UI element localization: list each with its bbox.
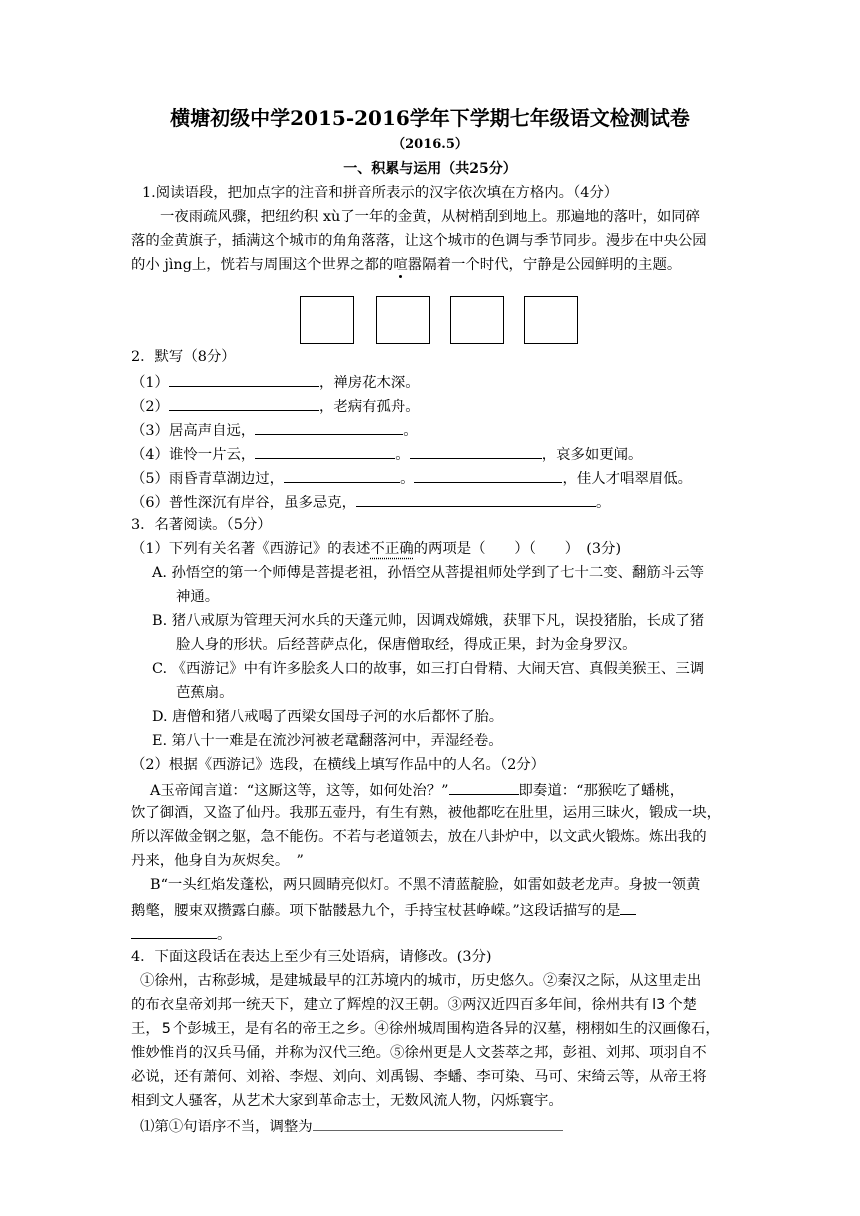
q2-stem: 2．默写（8分）	[131, 349, 236, 365]
passage-b-line	[131, 902, 636, 918]
item-text: 。	[403, 423, 418, 439]
q4-text: 的布衣皇帝刘邦一统天下，建立了辉煌的汉王朝。③两汉近四百多年间，徐州共有	[131, 997, 650, 1013]
option-c: C. 《西游记》中有许多脍炙人口的故事，如三打白骨精、大闹天宫、真假美猴王、三调	[152, 661, 705, 677]
q4-number: 5	[161, 1021, 171, 1037]
q1-passage-line	[131, 258, 681, 272]
item-text: ，禅房花木深。	[318, 375, 420, 391]
fill-blank[interactable]	[449, 782, 519, 795]
q4-number: l3	[652, 997, 666, 1013]
q3-text: 即奏道：“那猴吃了蟠桃，	[518, 783, 685, 799]
item-text: 普性深沉有岸谷，虽多忌克，	[168, 495, 357, 511]
q4-text: 王，	[131, 1021, 160, 1037]
q2-item	[131, 398, 420, 414]
option-d: D. 唐僧和猪八戒喝了西梁女国母子河的水后都怀了胎。	[152, 709, 504, 725]
fill-blank[interactable]	[313, 1118, 563, 1131]
q3-text: 鹅氅，腰束双攒露白藤。项下骷髅悬九个，手持宝杖甚峥嵘。”这段话描写的是	[131, 903, 621, 919]
q1-stem: 1.阅读语段，把加点字的注音和拼音所表示的汉字依次填在方格内。（4分）	[142, 185, 619, 201]
item-text: ，哀多如更闻。	[541, 447, 643, 463]
exam-date: （2016.5）	[392, 137, 468, 152]
fill-blank[interactable]	[131, 926, 217, 939]
q3-stem: 3．名著阅读。（5分）	[131, 517, 272, 533]
option-e: E. 第八十一难是在流沙河被老鼋翻落河中，弄湿经卷。	[152, 733, 503, 749]
option-a: A. 孙悟空的第一个师傅是菩提老祖，孙悟空从菩提祖师处学到了七十二变、翻筋斗云等	[152, 565, 704, 581]
option-c-cont: 芭蕉扇。	[176, 685, 234, 701]
fill-blank[interactable]	[169, 398, 319, 411]
dotted-emphasis: 不正确	[370, 541, 414, 557]
q1-passage-line: 一夜雨疏风骤，把纽约积 xù了一年的金黄，从树梢刮到地上。那遍地的落叶，如同碎	[160, 209, 701, 225]
q4-passage-line	[131, 998, 697, 1012]
passage-a-line: 饮了御酒，又盗了仙丹。我那五壶丹，有生有熟，被他都吃在肚里，运用三昧火，锻成一块，	[131, 805, 722, 821]
q4-passage-line: 惟妙惟肖的汉兵马俑，并称为汉代三绝。⑤徐州更是人文荟萃之邦，彭祖、刘邦、项羽自不	[131, 1045, 707, 1061]
q1-text: 隔着一个时代，宁静是公园鲜明的主题。	[422, 257, 682, 273]
item-number: （6）	[131, 495, 169, 511]
q2-item	[131, 446, 642, 462]
fill-blank[interactable]	[169, 374, 319, 387]
q4-passage-line: ①徐州，古称彭城，是建城最早的江苏境内的城市，历史悠久。②秦汉之际，从这里走出	[140, 973, 702, 989]
item-number: （4）	[131, 447, 169, 463]
q4-stem: 4．下面这段话在表达上至少有三处语病，请修改。(3分)	[131, 949, 492, 965]
q4-sub1	[140, 1118, 563, 1134]
item-text: 。	[400, 471, 415, 487]
item-number: （2）	[131, 399, 169, 415]
q3-sub1	[131, 542, 621, 556]
q2-item	[131, 374, 420, 390]
q3-sub2: （2）根据《西游记》选段，在横线上填写作品中的人名。（2分）	[131, 757, 546, 773]
passage-b-line	[131, 926, 231, 942]
dotted-char: 喧	[393, 257, 408, 273]
q4-passage-line	[131, 1022, 720, 1036]
item-text: 居高声自远，	[168, 423, 256, 439]
item-text: ，老病有孤舟。	[318, 399, 420, 415]
answer-box[interactable]	[376, 296, 430, 344]
q1-text: 的小 jìng上，恍若与周围这个世界之都的	[131, 257, 394, 273]
fill-blank[interactable]	[620, 902, 636, 915]
q1-passage-line: 落的金黄旗子，插满这个城市的角角落落，让这个城市的色调与季节同步。漫步在中央公园	[131, 233, 707, 249]
q3-text: 。	[217, 927, 232, 943]
item-number: （5）	[131, 471, 169, 487]
option-a-cont: 神通。	[176, 589, 220, 605]
fill-blank[interactable]	[414, 470, 562, 483]
passage-a-line: 所以浑做金钢之躯，急不能伤。不若与老道领去，放在八卦炉中，以文武火锻炼。炼出我的	[131, 829, 707, 845]
q3-text: A玉帝闻言道：“这厮这等，这等，如何处治？”	[150, 783, 449, 799]
passage-a-line	[150, 782, 684, 798]
passage-b-line: B“一头红焰发蓬松，两只圆睛亮似灯。不黑不清蓝靛脸，如雷如鼓老龙声。身披一领黄	[150, 877, 701, 893]
item-number: （1）	[131, 375, 169, 391]
fill-blank[interactable]	[356, 494, 596, 507]
q2-item	[131, 422, 418, 438]
q1-text: 嚣	[407, 257, 423, 273]
q4-text: 个彭城王，是有名的帝王之乡。④徐州城周围构造各异的汉墓，栩栩如生的汉画像石，	[172, 1021, 720, 1037]
fill-blank[interactable]	[284, 470, 400, 483]
section-heading: 一、积累与运用（共25分）	[343, 161, 517, 177]
answer-box[interactable]	[300, 296, 354, 344]
q3-text: （1）下列有关名著《西游记》的表述	[131, 541, 371, 557]
item-text: 谁怜一片云，	[168, 447, 256, 463]
option-b-cont: 脸人身的形状。后经菩萨点化，保唐僧取经，得成正果，封为金身罗汉。	[176, 637, 637, 653]
item-text: ，佳人才唱翠眉低。	[562, 471, 693, 487]
answer-box[interactable]	[450, 296, 504, 344]
fill-blank[interactable]	[255, 446, 395, 459]
item-text: 雨昏青草湖边过，	[168, 471, 285, 487]
page-title: 横塘初级中学2015-2016学年下学期七年级语文检测试卷	[170, 106, 690, 130]
item-text: 。	[395, 447, 410, 463]
q3-text: 的两项是（ ）（ ） (3分)	[413, 541, 622, 557]
q4-text: ⑴第①句语序不当，调整为	[140, 1119, 313, 1135]
fill-blank[interactable]	[255, 422, 403, 435]
answer-box[interactable]	[524, 296, 578, 344]
q4-passage-line: 相到文人骚客，从艺术大家到革命志士，无数风流人物，闪烁寰宇。	[131, 1093, 563, 1109]
fill-blank[interactable]	[410, 446, 542, 459]
q2-item	[131, 470, 692, 486]
q2-item	[131, 494, 610, 510]
item-text: 。	[596, 495, 611, 511]
item-number: （3）	[131, 423, 169, 439]
q4-text: 个楚	[668, 997, 698, 1013]
q4-passage-line: 必说，还有萧何、刘裕、李煜、刘向、刘禹锡、李蟠、李可染、马可、宋绮云等，从帝王将	[131, 1069, 707, 1085]
passage-a-line: 丹来，他身自为灰烬矣。 ”	[131, 853, 304, 869]
option-b: B. 猪八戒原为管理天河水兵的天蓬元帅，因调戏嫦娥，获罪下凡，误投猪胎，长成了猪	[152, 613, 705, 629]
